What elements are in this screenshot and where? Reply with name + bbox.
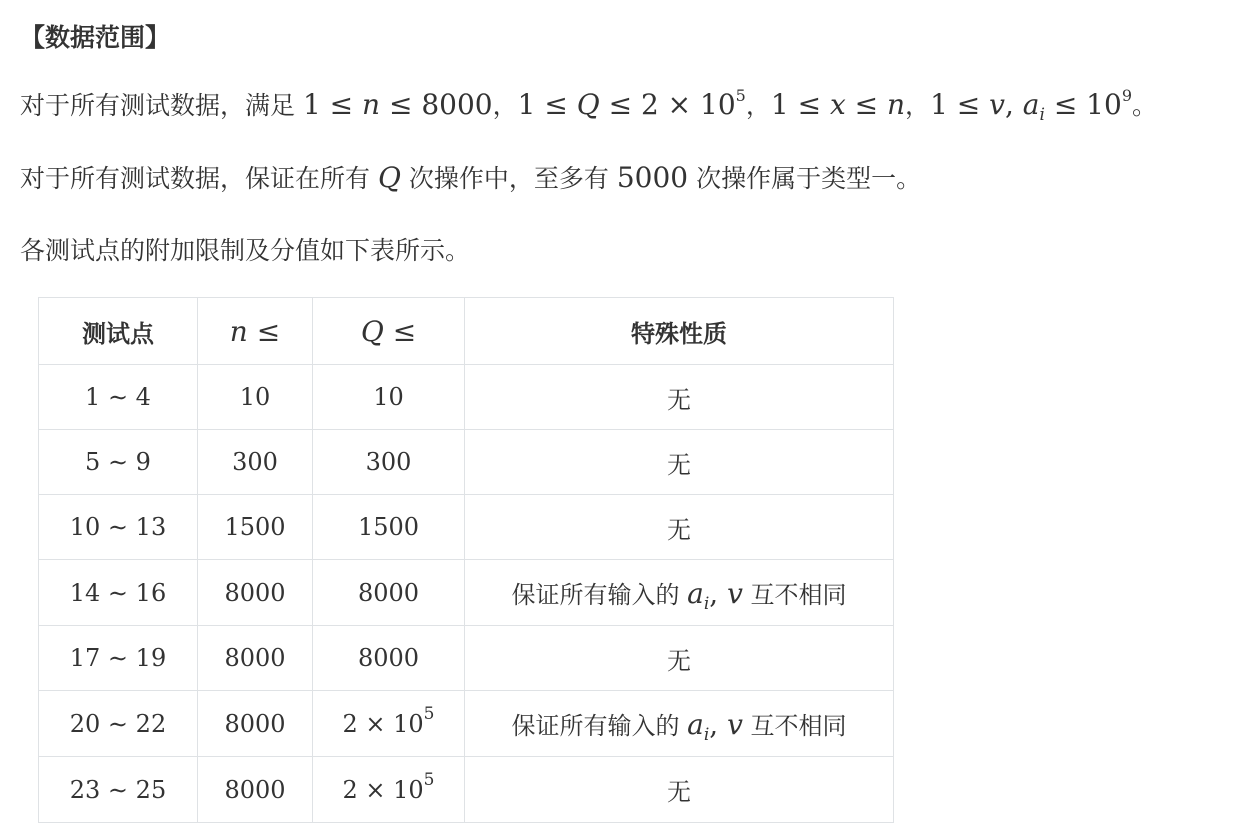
cell-q: 8000: [313, 626, 465, 691]
cell-property: 无: [465, 626, 894, 691]
table-row: [39, 626, 894, 691]
cell-n: 300: [198, 430, 313, 495]
cell-property: 无: [465, 365, 894, 430]
cell-q: $2 \times 10^5$: [313, 757, 465, 823]
cell-range: 5 ∼ 9: [39, 430, 198, 495]
separator: ，: [492, 91, 518, 120]
operations-suffix: 次操作属于类型一。: [696, 164, 922, 193]
table-header-row: [39, 298, 894, 365]
var-q: Q: [377, 161, 401, 194]
cell-range: 10 ∼ 13: [39, 495, 198, 560]
table-row: [39, 495, 894, 560]
table-row: [39, 430, 894, 495]
table-row: [39, 365, 894, 430]
constraints-paragraph: [20, 87, 1157, 124]
period: 。: [1132, 91, 1158, 120]
cell-range: 20 ∼ 22: [39, 691, 198, 757]
cell-property: 无: [465, 757, 894, 823]
cell-q: $2 \times 10^5$: [313, 691, 465, 757]
table-intro: 各测试点的附加限制及分值如下表所示。: [20, 236, 471, 265]
cell-n: 8000: [198, 691, 313, 757]
cell-n: 1500: [198, 495, 313, 560]
table-row: [39, 757, 894, 823]
header-test-point: 测试点: [39, 298, 198, 365]
operations-middle: 次操作中，至多有: [408, 164, 609, 193]
cell-property: 保证所有输入的 $a_i$, v 互不相同: [465, 691, 894, 757]
cell-property: 无: [465, 495, 894, 560]
table-row: [39, 691, 894, 757]
constraint-n: 1 ≤ n ≤ 8000: [302, 88, 493, 121]
cell-range: 14 ∼ 16: [39, 560, 198, 626]
operations-paragraph: [20, 160, 921, 197]
header-special-property: 特殊性质: [465, 298, 894, 365]
cell-q: 8000: [313, 560, 465, 626]
constraint-x: 1 ≤ x ≤ n: [770, 88, 906, 121]
header-n-limit: n ≤: [198, 298, 313, 365]
operations-prefix: 对于所有测试数据，保证在所有: [20, 164, 371, 193]
operations-count: 5000: [616, 161, 689, 194]
separator: ，: [745, 91, 771, 120]
subtask-table: [38, 297, 894, 823]
cell-range: 17 ∼ 19: [39, 626, 198, 691]
cell-property: 无: [465, 430, 894, 495]
cell-n: 8000: [198, 757, 313, 823]
cell-q: 300: [313, 430, 465, 495]
cell-range: 1 ∼ 4: [39, 365, 198, 430]
cell-n: 8000: [198, 626, 313, 691]
cell-q: 10: [313, 365, 465, 430]
section-heading: 【数据范围】: [20, 23, 171, 52]
constraint-v-ai: 1 ≤ v, $a_i \le 10^9$: [930, 86, 1132, 125]
cell-n: 8000: [198, 560, 313, 626]
constraint-q: $1 \le Q \le 2 \times 10^5$: [517, 86, 746, 121]
header-q-limit: Q ≤: [313, 298, 465, 365]
separator: ，: [905, 91, 931, 120]
cell-q: 1500: [313, 495, 465, 560]
constraints-prefix: 对于所有测试数据，满足: [20, 91, 296, 120]
cell-property: 保证所有输入的 $a_i$, v 互不相同: [465, 560, 894, 626]
cell-range: 23 ∼ 25: [39, 757, 198, 823]
table-row: [39, 560, 894, 626]
cell-n: 10: [198, 365, 313, 430]
